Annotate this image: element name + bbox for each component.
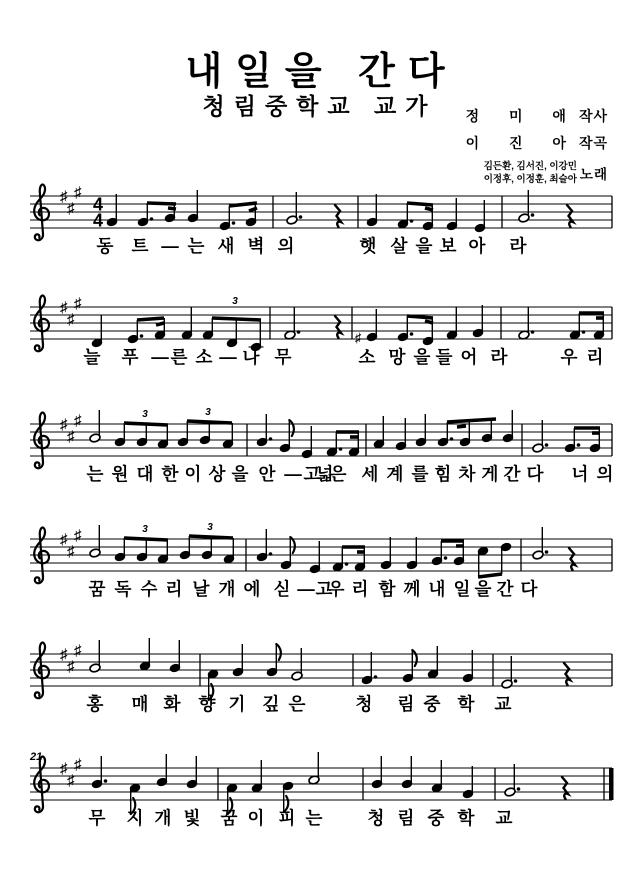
time-signature: 4 [92,210,104,231]
beam [425,208,433,210]
treble-clef-icon [34,412,49,462]
lyric-syllable: 지 [126,808,144,828]
singers-line-2: 이정후, 이정훈, 최슬아 [483,174,577,185]
key-signature-sharp: ♯ [67,658,75,675]
beam [124,423,168,425]
lyric-syllable: 개 [218,579,236,599]
key-signature-sharp: ♯ [74,527,82,544]
measure-number: 21 [30,751,43,763]
triplet-number: 3 [232,296,238,307]
beam [168,208,176,209]
lyricist-name: 정 미 애 [465,108,579,124]
lyric-syllable: 께 [403,579,421,599]
beam [478,574,502,577]
lyric-syllable: 넓 [316,464,334,484]
lyric-syllable: 는 [187,236,205,256]
beam [407,203,433,205]
key-signature-sharp: ♯ [60,188,68,205]
augmentation-dot [577,443,581,447]
lyric-syllable: 빛 [183,808,201,828]
lyric-syllable: 계 [386,464,404,484]
beam [156,323,164,325]
lyric-syllable: 홍 [86,694,104,714]
lyric-syllable: 을 [474,579,492,599]
lyric-syllable: 피 [278,808,296,828]
augmentation-dot [514,679,518,683]
key-signature-sharp: ♯ [74,756,82,773]
key-signature-sharp: ♯ [60,299,68,316]
lyric-syllable: 은 [288,694,306,714]
lyric-syllable: 햇 [359,236,377,256]
time-signature: 4 [92,194,104,215]
augmentation-dot [517,787,521,791]
composer-name: 이 진 아 [465,135,579,151]
singers-role: 노래 [579,167,608,182]
augmentation-dot [545,550,549,554]
treble-clef-icon [34,527,49,577]
lyric-syllable: 다 [526,464,544,484]
lyric-syllable: 른 [170,347,188,367]
augmentation-dot [582,330,586,334]
treble-clef-icon [35,806,43,812]
lyric-syllable: 을 [413,347,431,367]
beam [425,321,433,323]
lyric-syllable: ― [151,347,169,367]
lyric-syllable: 림 [397,694,415,714]
lyric-syllable: 게 [481,464,499,484]
augmentation-dot [444,556,448,560]
lyric-syllable: 독 [114,579,132,599]
triplet-number: 3 [207,522,213,533]
lyric-syllable: 고 [303,464,321,484]
lyric-syllable: 을 [415,236,433,256]
lyricist-role: 작사 [578,108,608,124]
lyric-syllable: 들 [435,347,453,367]
staff-system-2 [30,295,612,367]
lyric-syllable: 는 [86,464,104,484]
augmentation-dot [269,437,273,441]
lyric-syllable: 간 [503,464,521,484]
beam [124,538,168,540]
lyric-syllable: 보 [439,236,457,256]
treble-clef-icon [35,345,43,351]
lyric-syllable: 은 [329,464,347,484]
lyric-syllable: 어 [460,347,478,367]
augmentation-dot [339,447,343,451]
beam [457,426,466,427]
lyric-syllable: 대 [136,464,154,484]
key-signature-sharp: ♯ [74,295,82,312]
lyric-syllable: 화 [163,694,181,714]
lyric-syllable: 세 [361,464,379,484]
treble-clef-icon [35,577,43,583]
key-signature-sharp: ♯ [67,200,75,217]
lyric-syllable: 청 [355,694,373,714]
beam [407,316,433,318]
augmentation-dot [410,219,414,223]
lyric-syllable: 이 [247,808,265,828]
final-barline [609,768,614,800]
lyric-syllable: 푸 [121,347,139,367]
lyric-syllable: 소 [358,347,376,367]
lyric-syllable: 무 [274,347,292,367]
composer-role: 작곡 [578,135,608,151]
lyric-syllable: 차 [458,464,476,484]
lyric-syllable: 깊 [262,694,280,714]
lyric-syllable: 꿈 [220,808,238,828]
lyric-syllable: 학 [457,808,475,828]
beam [147,203,176,204]
staff-system-5 [30,638,612,714]
quarter-rest [567,205,573,227]
staff-system-6 [29,751,614,828]
triplet-number: 3 [142,524,148,535]
quarter-rest [335,316,341,338]
augmentation-dot [374,675,378,679]
key-signature-sharp: ♯ [67,543,75,560]
singers-line-1: 김든환, 김서진, 이강민 [483,161,577,172]
lyric-syllable: 우 [327,579,345,599]
treble-clef-icon [35,462,43,468]
augmentation-dot [140,334,144,338]
lyric-syllable: 일 [453,579,471,599]
lyric-syllable: 기 [228,694,246,714]
lyric-syllable: 이 [184,464,202,484]
lyric-syllable: 망 [388,347,406,367]
beam [212,318,261,320]
lyric-syllable: 리 [165,579,183,599]
beam [137,318,164,320]
lyric-syllable: 늘 [83,347,101,367]
lyric-syllable: 학 [457,694,475,714]
key-signature-sharp: ♯ [74,412,82,429]
lyric-syllable: 리 [351,579,369,599]
treble-clef-icon [34,756,49,806]
lyric-syllable: 한 [161,464,179,484]
beam [189,536,233,538]
page-title: 내일을 간다 [185,51,458,93]
lyric-syllable: 라 [490,347,508,367]
lyric-syllable: 아 [468,236,486,256]
lyric-syllable: 의 [277,236,295,256]
augmentation-dot [450,437,454,441]
lyric-syllable: 날 [192,579,210,599]
lyric-syllable: 청 [367,808,385,828]
lyric-syllable: 트 [131,236,149,256]
lyric-syllable: 교 [494,694,512,714]
lyric-syllable: 고 [315,579,333,599]
staff-system-4 [30,522,612,599]
treble-clef-icon [34,184,49,234]
beam [187,421,232,423]
lyric-syllable: 나 [242,347,260,367]
treble-clef-icon [35,692,43,698]
lyric-syllable: 우 [560,347,578,367]
augmentation-dot [545,443,549,447]
key-signature-sharp: ♯ [60,416,68,433]
lyric-syllable: 싣 [273,579,291,599]
lyric-syllable: ― [219,347,237,367]
quarter-rest [562,777,568,799]
lyric-syllable: 힘 [434,464,452,484]
augmentation-dot [531,330,535,334]
staff-system-1 [30,184,612,256]
key-signature-sharp: ♯ [74,642,82,659]
lyric-syllable: 소 [195,347,213,367]
augmentation-dot [269,552,273,556]
augmentation-dot [104,779,108,783]
treble-clef-icon [34,295,49,345]
page-subtitle: 청림중학교 교가 [202,93,437,119]
lyric-syllable: ― [161,236,179,256]
lyric-syllable: 리 [586,347,604,367]
lyric-syllable: 에 [243,579,261,599]
lyric-syllable: 내 [428,579,446,599]
lyric-syllable: 안 [258,464,276,484]
lyric-syllable: 너 [571,464,589,484]
lyric-syllable: 매 [131,694,149,714]
lyric-syllable: 교 [495,808,513,828]
lyric-syllable: 중 [423,694,441,714]
lyric-syllable: ― [297,579,315,599]
augmentation-dot [150,217,154,221]
lyric-syllable: 향 [198,694,216,714]
lyric-syllable: 벽 [247,236,265,256]
augmentation-dot [232,221,236,225]
lyric-syllable: 의 [596,464,614,484]
lyric-syllable: 수 [140,579,158,599]
triplet-number: 3 [205,407,211,418]
augmentation-dot [345,562,349,566]
treble-clef-icon [34,642,49,692]
key-signature-sharp: ♯ [67,311,75,328]
lyric-syllable: 개 [154,808,172,828]
lyric-syllable: 다 [520,579,538,599]
lyric-syllable: 살 [390,236,408,256]
accidental-sharp: ♯ [355,330,362,345]
quarter-rest [569,548,575,570]
key-signature-sharp: ♯ [74,184,82,201]
beam [447,419,496,422]
lyric-syllable: 원 [111,464,129,484]
treble-clef-icon [35,234,43,240]
lyric-syllable: 을 [231,464,249,484]
key-signature-sharp: ♯ [67,772,75,789]
lyric-syllable: 라 [509,236,527,256]
lyric-syllable: 새 [217,236,235,256]
quarter-rest [564,663,570,685]
lyric-syllable: 중 [427,808,445,828]
lyric-syllable: 꿈 [88,579,106,599]
lyric-syllable: 상 [208,464,226,484]
lyric-syllable: 동 [96,236,114,256]
augmentation-dot [531,213,535,217]
lyric-syllable: ― [284,464,302,484]
staff-system-3 [30,407,613,484]
key-signature-sharp: ♯ [67,428,75,445]
triplet-number: 3 [142,409,148,420]
lyric-syllable: 간 [496,579,514,599]
key-signature-sharp: ♯ [60,531,68,548]
augmentation-dot [297,330,301,334]
lyric-syllable: 를 [411,464,429,484]
augmentation-dot [299,215,303,219]
lyric-syllable: 는 [305,808,323,828]
augmentation-dot [410,332,414,336]
lyric-syllable: 무 [88,808,106,828]
lyric-syllable: 림 [397,808,415,828]
lyric-syllable: 함 [378,579,396,599]
quarter-rest [335,205,341,227]
key-signature-sharp: ♯ [60,760,68,777]
key-signature-sharp: ♯ [60,646,68,663]
